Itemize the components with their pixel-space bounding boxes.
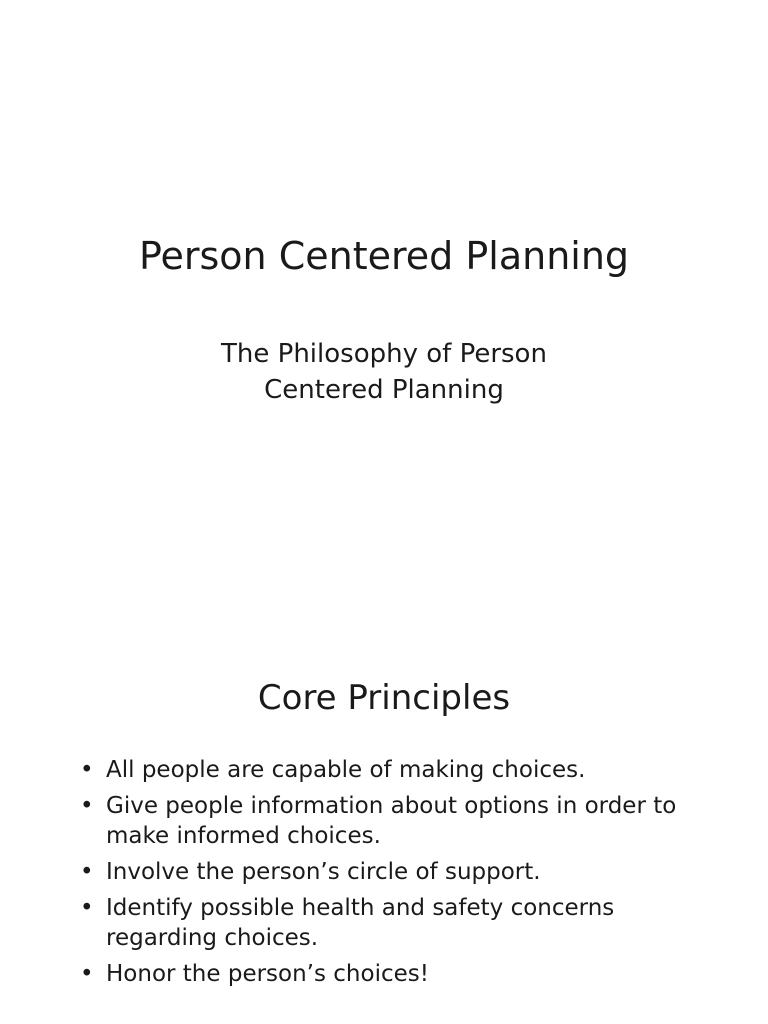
- subtitle-line-2: Centered Planning: [264, 375, 504, 405]
- bullet-text: Honor the person’s choices!: [106, 961, 429, 987]
- bullet-text: Involve the person’s circle of support.: [106, 859, 541, 885]
- bullet-icon: •: [80, 895, 94, 921]
- bullet-item: [80, 755, 700, 785]
- bullet-icon: •: [80, 757, 94, 783]
- bullet-text: All people are capable of making choices.: [106, 757, 586, 783]
- slide-2: [0, 505, 768, 1024]
- slide-1: [0, 0, 768, 505]
- bullet-item: [80, 893, 700, 953]
- bullet-item: [80, 857, 700, 887]
- bullet-icon: •: [80, 859, 94, 885]
- bullet-list: [80, 755, 700, 995]
- slide-title: Person Centered Planning: [138, 234, 630, 278]
- bullet-icon: •: [80, 793, 94, 819]
- bullet-text: Identify possible health and safety concerns regarding choices.: [106, 895, 615, 951]
- subtitle-line-1: The Philosophy of Person: [221, 339, 547, 369]
- bullet-icon: •: [80, 961, 94, 987]
- bullet-item: [80, 959, 700, 989]
- bullet-item: [80, 791, 700, 851]
- slide-subtitle: [154, 336, 614, 408]
- bullet-text: Give people information about options in order to make informed choices.: [106, 793, 677, 849]
- slide-title: Core Principles: [257, 678, 511, 718]
